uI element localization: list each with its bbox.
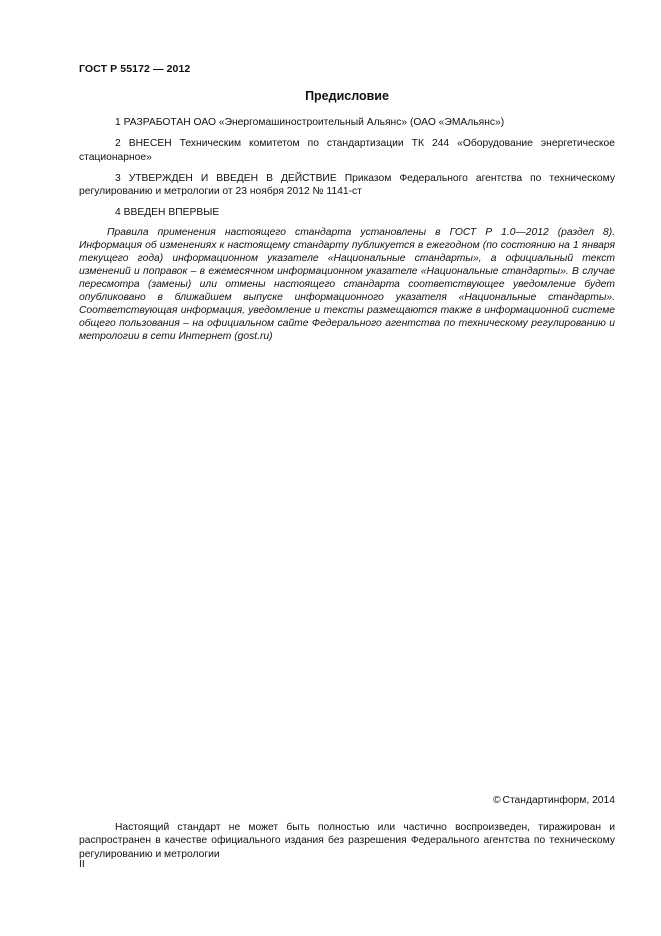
foreword-item-introduced: 2 ВНЕСЕН Техническим комитетом по стандартизации ТК 244 «Оборудование энергетическое стационарное» — [79, 138, 615, 163]
copyright-line — [493, 795, 615, 806]
foreword-item-developed: 1 РАЗРАБОТАН ОАО «Энергомашиностроительный Альянс» (ОАО «ЭМАльянс») — [115, 117, 505, 128]
reproduction-restriction-notice: Настоящий стандарт не может быть полностью или частично воспроизведен, тиражирован и распространен в качестве официального издания без разрешения Федерального агентства по техническому регулированию и метрологии — [79, 822, 615, 860]
page-number: II — [79, 859, 85, 870]
document-number-header: ГОСТ Р 55172 — 2012 — [79, 63, 191, 75]
page-title: Предисловие — [305, 89, 389, 103]
copyright-icon: © — [492, 795, 501, 806]
foreword-item-first-introduced: 4 ВВЕДЕН ВПЕРВЫЕ — [115, 207, 220, 219]
application-rules-note: Правила применения настоящего стандарта установлены в ГОСТ Р 1.0—2012 (раздел 8). Информация об изменениях к настоящему стандарту публикуется в ежегодном (по состоянию на 1 января текущего года) информационном указателе «Национальные стандарты», а официальный текст изменений и поправок – в ежемесячном информационном указателе «Национальные стандарты». В случае пересмотра (замены) или отмены настоящего стандарта соответствующее уведомление будет опубликовано в ближайшем выпуске информационного указателя «Национальные стандарты». Соответствующая информация, уведомление и тексты размещаются также в информационной системе общего пользования – на официальном сайте Федерального агентства по техническому регулированию и метрологии в сети Интернет (gost.ru) — [79, 227, 615, 342]
foreword-item-approved: 3 УТВЕРЖДЕН И ВВЕДЕН В ДЕЙСТВИЕ Приказом Федерального агентства по техническому регулированию и метрологии от 23 ноября 2012 № 1141-ст — [79, 172, 615, 198]
foreword-items — [79, 116, 615, 228]
copyright-text: Стандартинформ, 2014 — [502, 795, 615, 806]
